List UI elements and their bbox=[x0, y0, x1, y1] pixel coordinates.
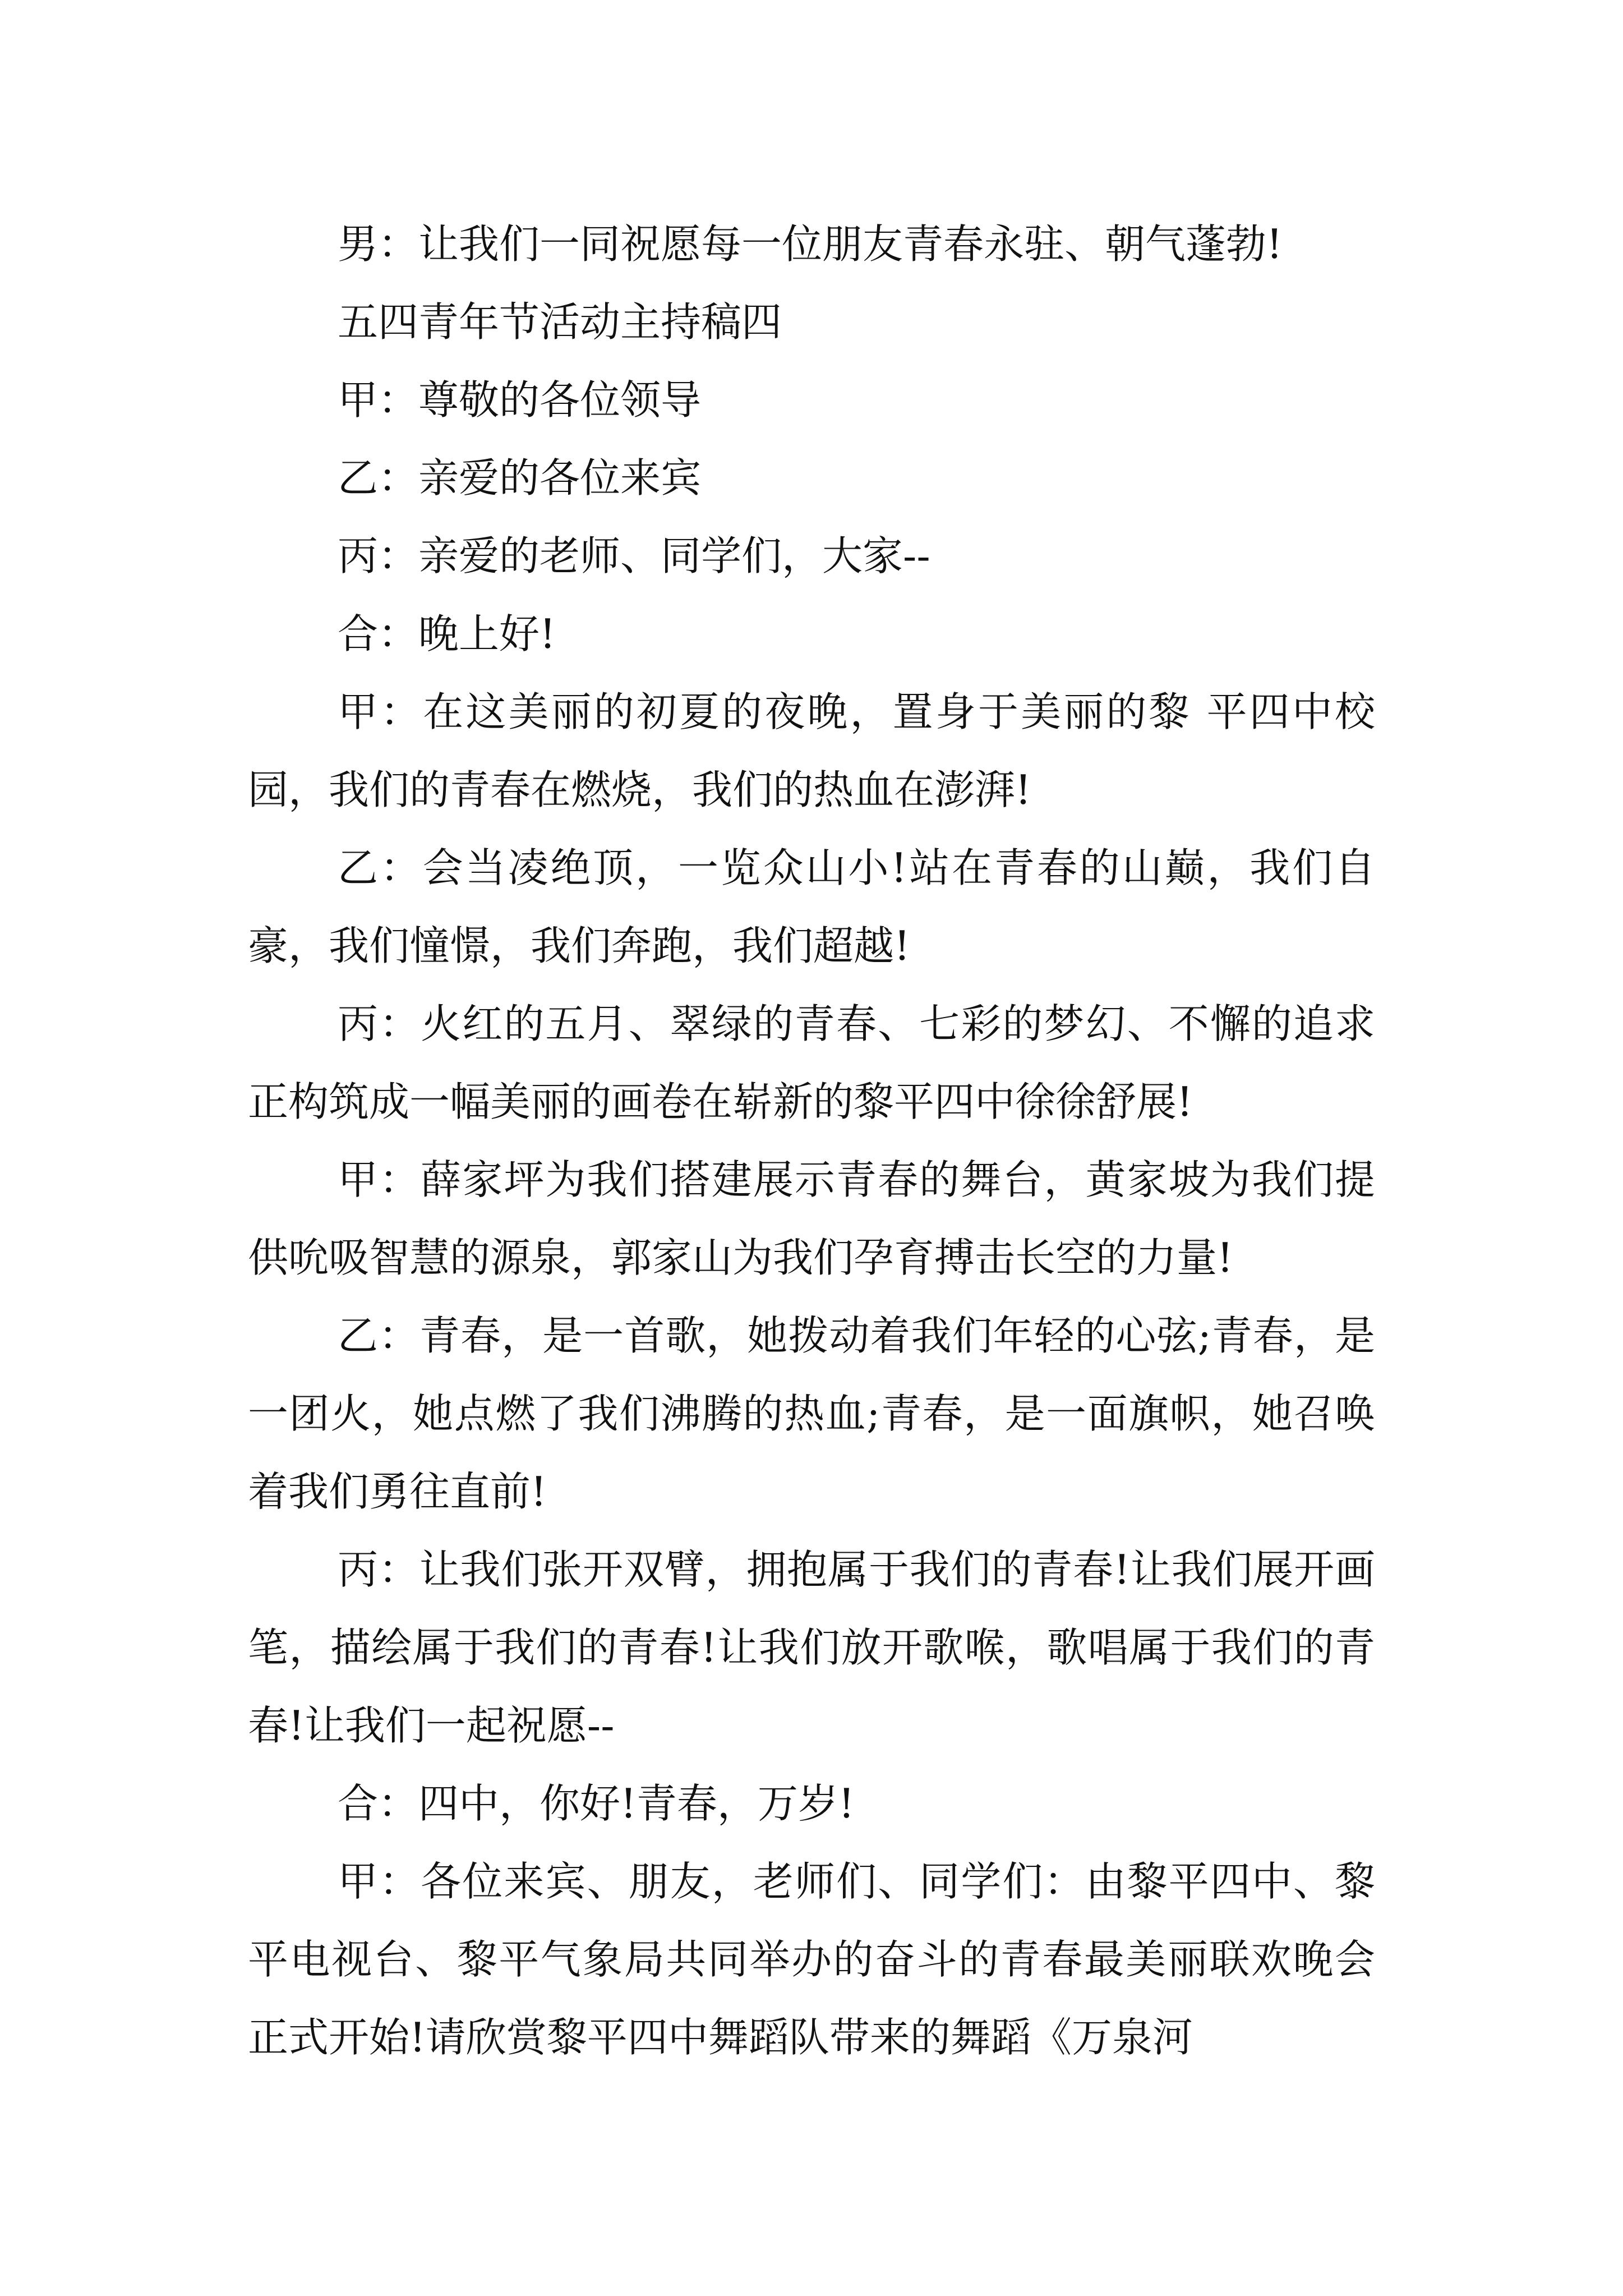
paragraph: 合：四中，你好!青春，万岁! bbox=[338, 1780, 855, 1827]
paragraph: 男：让我们一同祝愿每一位朋友青春永驻、朝气蓬勃! bbox=[338, 220, 1283, 268]
paragraph: 丙：让我们张开双臂，拥抱属于我们的青春!让我们展开画笔，描绘属于我们的青春!让我们放开歌喉，歌唱属于我们的青春!让我们一起祝愿-- bbox=[248, 1546, 1375, 1749]
paragraph: 乙：会当凌绝顶，一览众山小!站在青春的山巅，我们自豪，我们憧憬，我们奔跑，我们超越! bbox=[248, 844, 1375, 969]
paragraph: 乙：亲爱的各位来宾 bbox=[338, 454, 702, 501]
section-heading: 五四青年节活动主持稿四 bbox=[338, 298, 782, 346]
paragraph: 丙：火红的五月、翠绿的青春、七彩的梦幻、不懈的追求正构筑成一幅美丽的画卷在崭新的黎平四中徐徐舒展! bbox=[248, 1000, 1375, 1125]
paragraph: 丙：亲爱的老师、同学们，大家-- bbox=[338, 532, 930, 579]
paragraph: 甲：各位来宾、朋友，老师们、同学们：由黎平四中、黎平电视台、黎平气象局共同举办的奋斗的青春最美丽联欢晚会正式开始!请欣赏黎平四中舞蹈队带来的舞蹈《万泉河 bbox=[248, 1858, 1375, 2061]
paragraph: 甲：尊敬的各位领导 bbox=[338, 376, 702, 424]
paragraph: 合：晚上好! bbox=[338, 610, 556, 657]
paragraph: 乙：青春，是一首歌，她拨动着我们年轻的心弦;青春，是一团火，她点燃了我们沸腾的热血;青春，是一面旗帜，她召唤着我们勇往直前! bbox=[248, 1312, 1375, 1515]
paragraph: 甲：薛家坪为我们搭建展示青春的舞台，黄家坡为我们提供吮吸智慧的源泉，郭家山为我们孕育搏击长空的力量! bbox=[248, 1156, 1375, 1281]
paragraph: 甲：在这美丽的初夏的夜晚，置身于美丽的黎 平四中校园，我们的青春在燃烧，我们的热血在澎湃! bbox=[248, 688, 1375, 813]
document-body bbox=[248, 205, 1375, 2077]
